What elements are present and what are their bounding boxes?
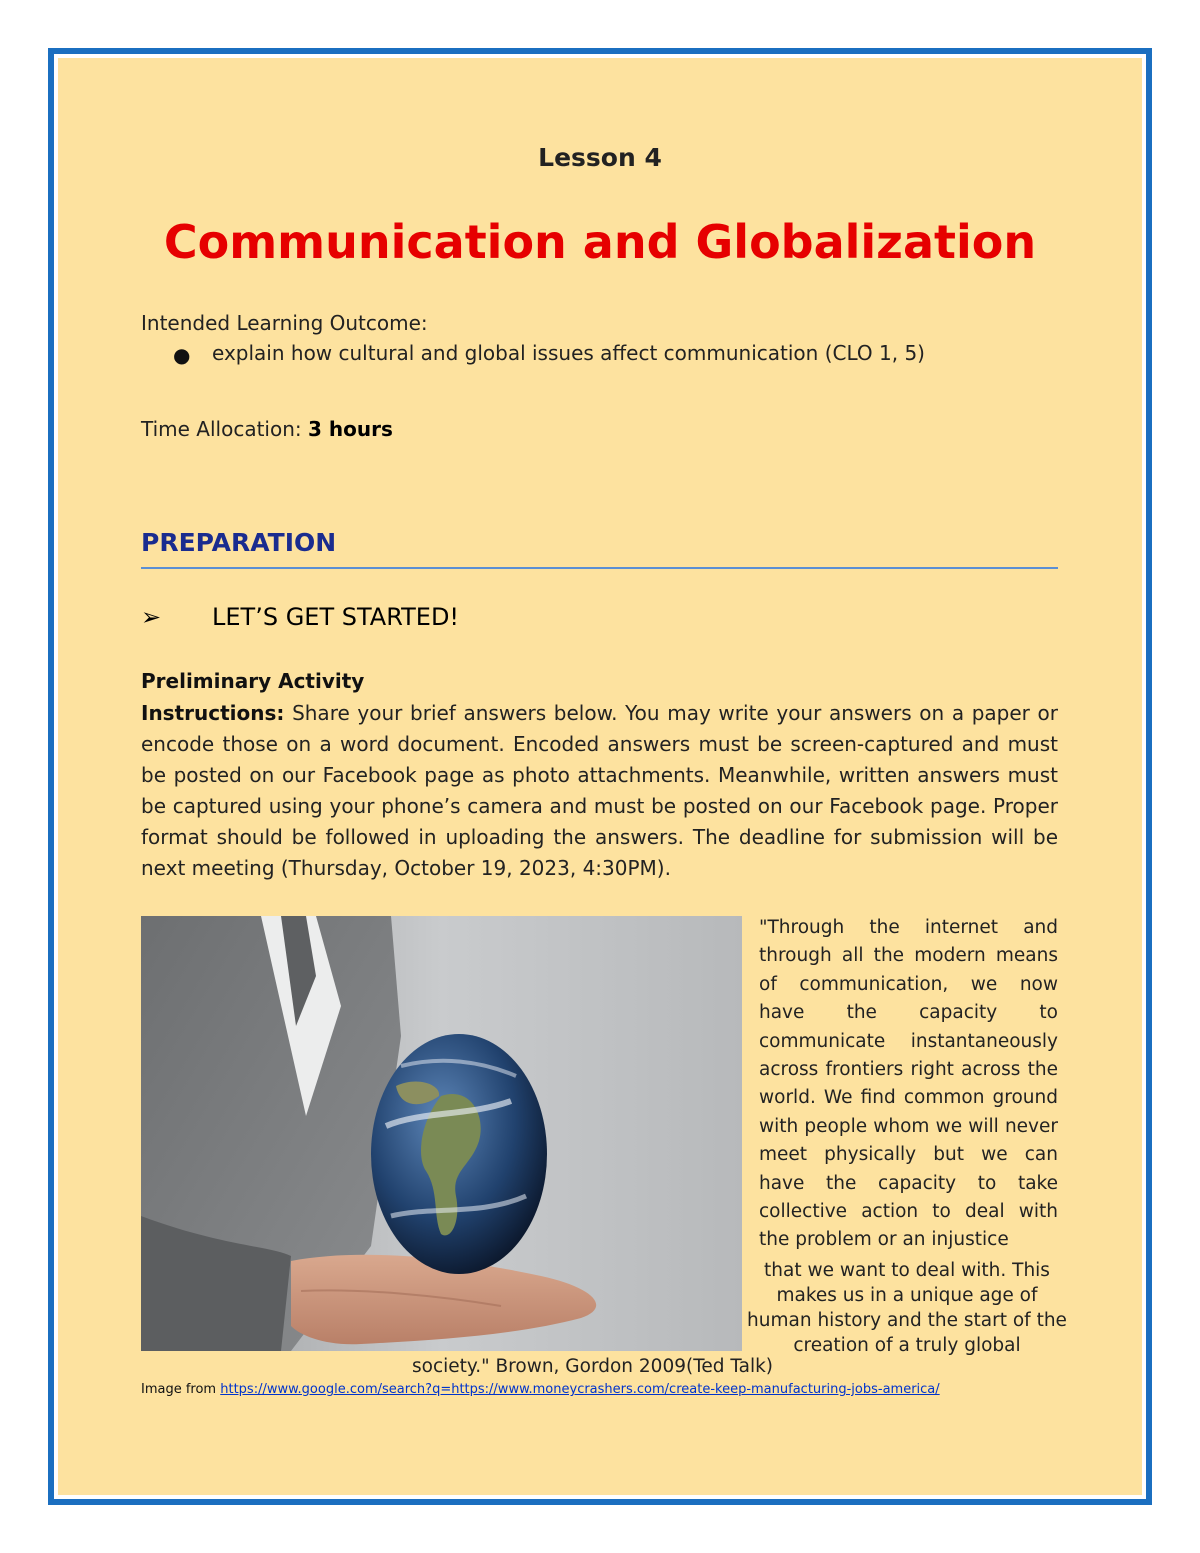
lesson-label: Lesson 4: [538, 143, 662, 172]
lesson-title: Communication and Globalization: [163, 215, 1037, 269]
instructions-label: Instructions:: [141, 701, 285, 725]
instructions-paragraph: [141, 698, 1058, 884]
time-value: 3 hours: [308, 417, 393, 441]
outcome-item: explain how cultural and global issues affect communication (CLO 1, 5): [212, 341, 925, 365]
quote-text-continued: that we want to deal with. This makes us in a unique age of human history and the start of the creation of a truly global: [747, 1260, 1067, 1356]
instructions-text: Share your brief answers below. You may write your answers on a paper or encode those on a word document. Encoded answers must be screen-captured and must be posted on our Facebook page as photo attachments. Meanwhile, written answers must be captured using your phone’s camera and must be posted on our Facebook page. Proper format should be followed in uploading the answers. The deadline for submission will be next meeting (Thursday, October 19, 2023, 4:30PM).: [141, 701, 1059, 880]
time-label: Time Allocation:: [141, 417, 302, 441]
section-divider: [141, 567, 1058, 569]
activity-title: Preliminary Activity: [141, 669, 365, 693]
globe-hand-image: [141, 916, 742, 1351]
outcome-label: Intended Learning Outcome:: [141, 311, 428, 335]
quote-text: "Through the internet and through all the modern means of communication, we now have the capacity to communicate instantaneously across frontiers right across the world. We find common ground with people whom we will never meet physically but we can have the capacity to take collective action to deal with the problem or an injustice: [759, 917, 1058, 1251]
image-credit-label: Image from: [141, 1382, 217, 1397]
quote-attribution: society." Brown, Gordon 2009(Ted Talk): [412, 1356, 774, 1377]
image-credit: [141, 1382, 940, 1397]
image-credit-link[interactable]: https://www.google.com/search?q=https://www.moneycrashers.com/create-keep-manufacturing-jobs-america/: [220, 1382, 940, 1397]
time-allocation: [141, 417, 393, 441]
arrow-bullet-icon: ➢: [141, 603, 162, 631]
bullet-icon: ●: [173, 343, 191, 367]
subheading: LET’S GET STARTED!: [212, 603, 460, 631]
section-heading: PREPARATION: [141, 528, 337, 557]
